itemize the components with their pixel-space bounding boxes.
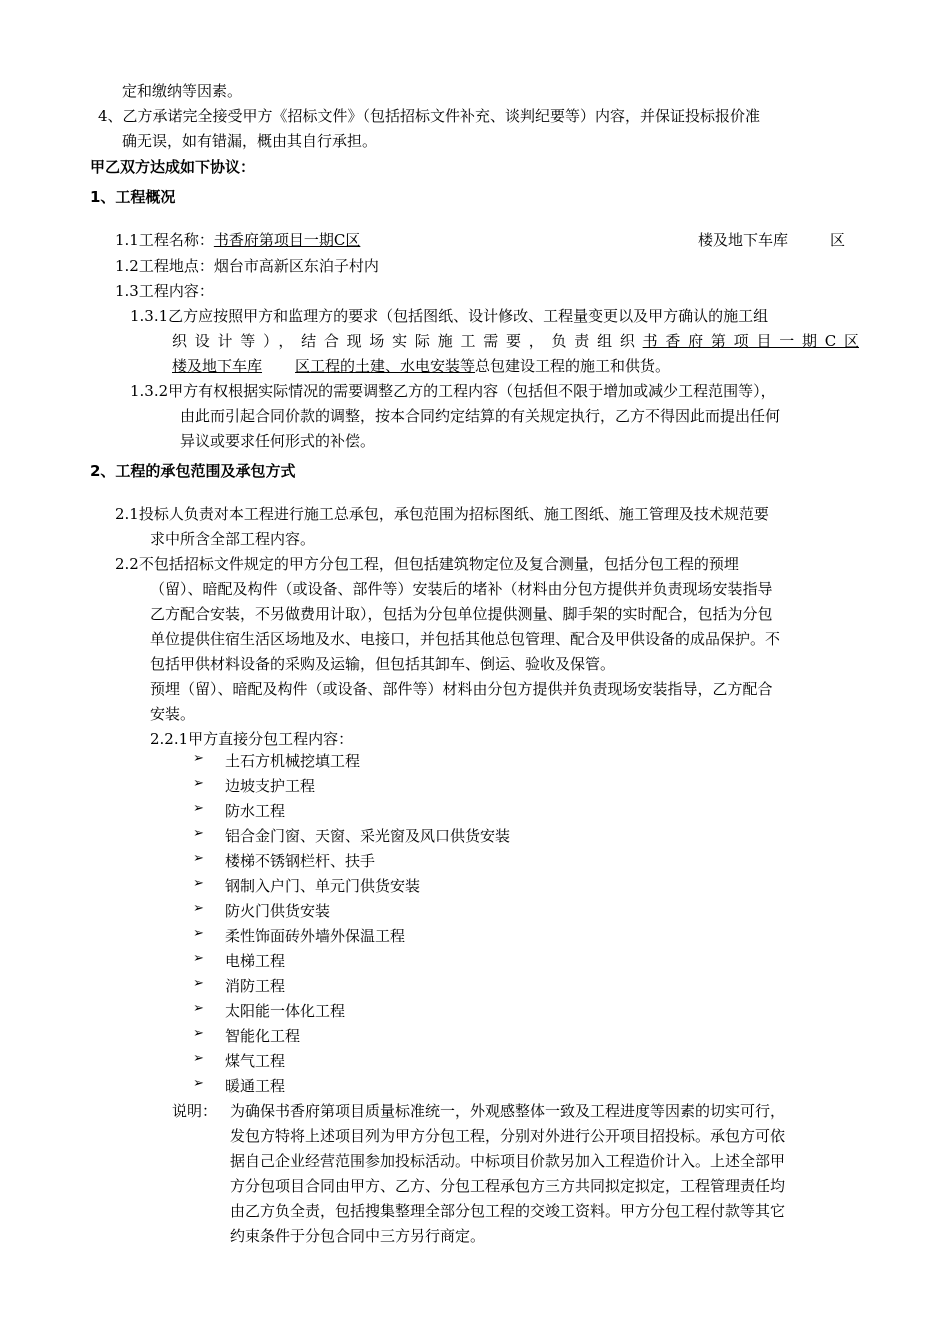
list-item: 智能化工程 — [225, 1027, 301, 1045]
bullet-arrow-icon: ➢ — [193, 1076, 204, 1091]
note-line1: 为确保书香府第项目质量标准统一，外观感整体一致及工程进度等因素的切实可行， — [230, 1102, 786, 1120]
clause-2-2-line4: 单位提供住宿生活区场地及水、电接口，并包括其他总包管理、配合及甲供设备的成品保护。不 — [150, 630, 781, 648]
list-item: 电梯工程 — [225, 952, 286, 970]
list-item: 铝合金门窗、天窗、采光窗及风口供货安装 — [225, 827, 511, 845]
pre-continuation: 定和缴纳等因素。 — [122, 82, 243, 100]
clause-2-1-line2: 求中所含全部工程内容。 — [150, 530, 316, 548]
bullet-arrow-icon: ➢ — [193, 901, 204, 916]
bullet-arrow-icon: ➢ — [193, 826, 204, 841]
note-line6: 约束条件于分包合同中三方另行商定。 — [230, 1227, 486, 1245]
pre-item4-line2: 确无误，如有错漏，概由其自行承担。 — [122, 132, 378, 150]
clause-1-3-1-line3: 楼及地下车库 区工程的土建、水电安装等总包建设工程的施工和供货。 — [172, 357, 671, 375]
bullet-arrow-icon: ➢ — [193, 776, 204, 791]
bullet-arrow-icon: ➢ — [193, 751, 204, 766]
list-item: 防火门供货安装 — [225, 902, 331, 920]
clause-2-2-line5: 包括甲供材料设备的采购及运输，但包括其卸车、倒运、验收及保管。 — [150, 655, 616, 673]
pre-item4-line1: 4、乙方承诺完全接受甲方《招标文件》（包括招标文件补充、谈判纪要等）内容，并保证投标报价准 — [98, 107, 761, 125]
list-item: 暖通工程 — [225, 1077, 286, 1095]
note-label: 说明： — [172, 1102, 218, 1120]
bullet-arrow-icon: ➢ — [193, 951, 204, 966]
clause-2-2-line7: 安装。 — [150, 705, 196, 723]
list-item: 防水工程 — [225, 802, 286, 820]
clause-1-3-1-line2: 织设计等），结合现场实际施工需要，负责组织书香府第项目一期C区 — [172, 332, 859, 350]
bullet-arrow-icon: ➢ — [193, 801, 204, 816]
list-item: 土石方机械挖填工程 — [225, 752, 361, 770]
clause-1-1 — [115, 229, 847, 250]
clause-1-2: 1.2工程地点：烟台市高新区东泊子村内 — [115, 257, 379, 275]
bullet-arrow-icon: ➢ — [193, 851, 204, 866]
clause-2-2-1: 2.2.1甲方直接分包工程内容： — [150, 730, 354, 748]
note-line5: 由乙方负全责，包括搜集整理全部分包工程的交竣工资料。甲方分包工程付款等其它 — [230, 1202, 786, 1220]
clause-1-3-2-line3: 异议或要求任何形式的补偿。 — [180, 432, 376, 450]
bullet-arrow-icon: ➢ — [193, 876, 204, 891]
clause-1-3: 1.3工程内容： — [115, 282, 214, 300]
bullet-arrow-icon: ➢ — [193, 1051, 204, 1066]
note-line4: 方分包项目合同由甲方、乙方、分包工程承包方三方共同拟定拟定，工程管理责任均 — [230, 1177, 786, 1195]
clause-1-1-project-name: 书香府第项目一期C区 楼及地下车库 区 — [213, 231, 846, 249]
clause-1-3-2-line1: 1.3.2甲方有权根据实际情况的需要调整乙方的工程内容（包括但不限于增加或减少工程范围等）， — [130, 382, 776, 400]
bullet-arrow-icon: ➢ — [193, 976, 204, 991]
bullet-arrow-icon: ➢ — [193, 926, 204, 941]
clause-1-1-prefix: 1.1工程名称： — [115, 231, 214, 249]
note-line2: 发包方特将上述项目列为甲方分包工程，分别对外进行公开项目招投标。承包方可依 — [230, 1127, 786, 1145]
clause-2-1-line1: 2.1投标人负责对本工程进行施工总承包，承包范围为招标图纸、施工图纸、施工管理及技术规范要 — [115, 505, 769, 523]
list-item: 钢制入户门、单元门供货安装 — [225, 877, 421, 895]
section2-heading: 2、工程的承包范围及承包方式 — [90, 462, 296, 480]
list-item: 楼梯不锈钢栏杆、扶手 — [225, 852, 376, 870]
clause-2-2-line2: （留）、暗配及构件（或设备、部件等）安装后的堵补（材料由分包方提供并负责现场安装指导 — [150, 580, 773, 598]
bullet-arrow-icon: ➢ — [193, 1026, 204, 1041]
clause-2-2-line1: 2.2不包括招标文件规定的甲方分包工程，但包括建筑物定位及复合测量，包括分包工程的预埋 — [115, 555, 739, 573]
list-item: 煤气工程 — [225, 1052, 286, 1070]
clause-2-2-line3: 乙方配合安装，不另做费用计取），包括为分包单位提供测量、脚手架的实时配合，包括为分包 — [150, 605, 773, 623]
list-item: 柔性饰面砖外墙外保温工程 — [225, 927, 406, 945]
list-item: 边坡支护工程 — [225, 777, 316, 795]
list-item: 消防工程 — [225, 977, 286, 995]
list-item: 太阳能一体化工程 — [225, 1002, 346, 1020]
clause-1-3-1-line1: 1.3.1乙方应按照甲方和监理方的要求（包括图纸、设计修改、工程量变更以及甲方确认的施工组 — [130, 307, 769, 325]
note-line3: 据自己企业经营范围参加投标活动。中标项目价款另加入工程造价计入。上述全部甲 — [230, 1152, 786, 1170]
clause-1-3-2-line2: 由此而引起合同价款的调整，按本合同约定结算的有关规定执行，乙方不得因此而提出任何 — [180, 407, 781, 425]
section1-heading: 1、工程概况 — [90, 188, 176, 206]
agreement-heading: 甲乙双方达成如下协议： — [90, 158, 256, 176]
bullet-arrow-icon: ➢ — [193, 1001, 204, 1016]
clause-2-2-line6: 预埋（留）、暗配及构件（或设备、部件等）材料由分包方提供并负责现场安装指导，乙方配合 — [150, 680, 773, 698]
